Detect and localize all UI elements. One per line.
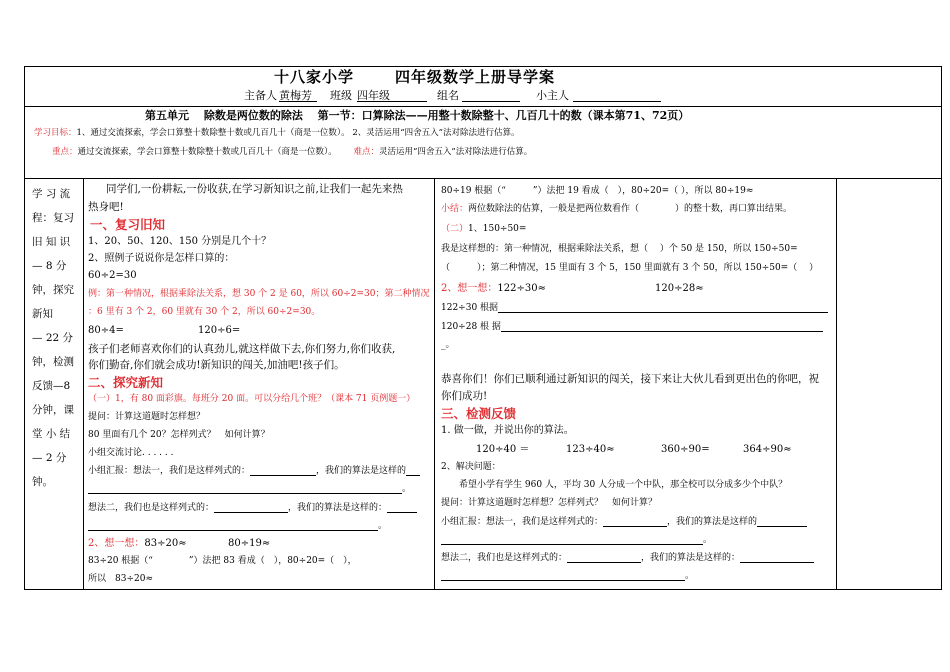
right-r6 bbox=[441, 303, 828, 313]
explore-s3: 80 里面有几个 20？怎样列式？ 如何计算？ bbox=[88, 430, 270, 440]
class-label: 班级 bbox=[330, 89, 352, 102]
owner-blank bbox=[573, 90, 661, 102]
explore-s2: 提问：计算这道题时怎样想？ bbox=[88, 412, 206, 422]
right-r8: _。 bbox=[441, 340, 455, 350]
section-explore-heading: 二、探究新知 bbox=[88, 375, 164, 390]
unit-heading: 第五单元 除数是两位数的除法 第一节：口算除法——用整十数除整十、几百几十的数（课本第71、72页） bbox=[145, 109, 690, 122]
summary-label: 小结： bbox=[441, 204, 469, 214]
check-c2c: 360÷90= bbox=[661, 444, 710, 455]
flow-line: 程：复习 bbox=[32, 212, 74, 224]
flow-line: 钟，探究 bbox=[32, 284, 74, 296]
answer-blank[interactable] bbox=[250, 466, 316, 476]
explore-s7-tail: ，我们的算法是这样的： bbox=[288, 503, 388, 513]
answer-blank[interactable] bbox=[387, 503, 417, 513]
check-c2d: 364÷90≈ bbox=[743, 444, 792, 455]
answer-blank[interactable] bbox=[441, 535, 703, 545]
practice-2: 120÷6= bbox=[198, 325, 241, 336]
flow-line: 学 习 流 bbox=[32, 188, 71, 200]
check-c1: 1. 做一做，并说出你的算法。 bbox=[441, 425, 574, 436]
think-expr-2: 80÷19≈ bbox=[228, 538, 271, 549]
intro-line-2: 热身吧! bbox=[88, 201, 124, 213]
check-c8-tail: ，我们的算法是这样的： bbox=[641, 553, 741, 563]
check-c8 bbox=[441, 553, 814, 563]
explore-s7 bbox=[88, 503, 417, 513]
right-r3: 我是这样想的：第一种情况，根据乘除法关系，想（ ）个 50 是 150，所以 150÷50= bbox=[441, 244, 798, 254]
owner-label: 小主人 bbox=[536, 89, 569, 102]
right-r1: 80÷19 根据（“ ”）法把 19 看成（ ），80÷20=（ ），所以 80÷19≈ bbox=[441, 186, 754, 196]
key-row bbox=[52, 148, 532, 157]
think-expr-1: 83÷20≈ bbox=[144, 538, 187, 549]
right-r7 bbox=[441, 322, 823, 332]
explore-s5-label: 小组汇报：想法一，我们是这样列式的： bbox=[88, 466, 251, 476]
explore-s6: 。 bbox=[88, 484, 411, 494]
review-q1: 1、20、50、120、150 分别是几个十？ bbox=[88, 236, 272, 247]
flow-line: — 22 分 bbox=[32, 332, 74, 344]
summary-text: 两位数除法的估算，一般是把两位数看作（ ）的整十数，再口算出结果。 bbox=[468, 204, 793, 214]
example-note-1: 例：第一种情况，根据乘除法关系，想 30 个 2 是 60，所以 60÷2=30；第二种情况 bbox=[88, 289, 430, 299]
right-r2 bbox=[441, 225, 526, 234]
answer-blank[interactable] bbox=[498, 303, 828, 313]
check-c6-label: 小组汇报：想法一，我们是这样列式的： bbox=[441, 517, 604, 527]
check-c7 bbox=[441, 535, 712, 545]
class-name: 四年级 bbox=[357, 90, 427, 102]
check-c8-label: 想法二，我们也是这样列式的： bbox=[441, 553, 568, 563]
key-label: 重点： bbox=[52, 147, 78, 157]
explore-s1-text: （一）1，有 80 面彩旗。每班分 20 面。可以分给几个班？（课本 71 页例题一） bbox=[88, 394, 416, 404]
congrats-line-1: 恭喜你们！你们已顺利通过新知识的闯关，接下来让大伙儿看到更出色的你吧，祝 bbox=[441, 373, 819, 385]
check-c3: 2、解决问题： bbox=[441, 462, 501, 472]
think-detail bbox=[88, 557, 357, 566]
right-r2-label: （二） bbox=[441, 224, 469, 234]
right-r4: （ ）；第二种情况，15 里面有 3 个 5，150 里面就有 3 个 50，所以 150÷50=（ ） bbox=[441, 263, 819, 273]
answer-blank[interactable] bbox=[214, 503, 288, 513]
answer-blank[interactable] bbox=[567, 553, 641, 563]
explore-s7-label: 想法二，我们也是这样列式的： bbox=[88, 503, 215, 513]
goal-label: 学习目标： bbox=[34, 128, 77, 138]
check-c6 bbox=[441, 517, 807, 527]
difficulty-text: 灵活运用“四舍五入”法对除法进行估算。 bbox=[379, 147, 533, 157]
class-value bbox=[357, 90, 427, 102]
goal-text: 1、通过交流探索，学会口算整十数除整十数或几百几十（商是一位数）。 2、灵活运用“四舍五入”法对除法进行估算。 bbox=[76, 128, 520, 138]
check-c2a: 120÷40 ＝ bbox=[476, 444, 530, 455]
explore-s5 bbox=[88, 466, 420, 476]
answer-blank[interactable] bbox=[441, 571, 685, 581]
answer-blank[interactable] bbox=[757, 517, 807, 527]
answer-blank[interactable] bbox=[406, 466, 420, 476]
answer-blank[interactable] bbox=[501, 322, 823, 332]
explore-s8: 。 bbox=[88, 521, 387, 531]
summary-row bbox=[441, 205, 792, 214]
check-c5: 提问：计算这道题时怎样想？怎样列式？ 如何计算？ bbox=[441, 498, 658, 508]
preparer-value bbox=[279, 90, 317, 102]
key-text: 通过交流探索，学会口算整十数除整十数或几百几十（商是一位数）。 bbox=[77, 147, 337, 157]
right-r2-text: 1、150÷50= bbox=[468, 224, 527, 234]
check-c2b: 123÷40≈ bbox=[566, 444, 615, 455]
col-divider-1 bbox=[83, 178, 84, 590]
flow-line: 旧 知 识 bbox=[32, 236, 71, 248]
answer-blank[interactable] bbox=[740, 553, 814, 563]
check-c9 bbox=[441, 571, 694, 581]
check-c6-tail: ，我们的算法是这样的 bbox=[667, 517, 758, 527]
row-divider-header bbox=[24, 106, 942, 107]
group-blank bbox=[462, 90, 520, 102]
flow-line: 分钟，课 bbox=[32, 404, 74, 416]
congrats-line-2: 你们成功! bbox=[441, 390, 488, 402]
answer-blank[interactable] bbox=[88, 484, 402, 494]
col-divider-3 bbox=[836, 178, 837, 590]
praise-line-1: 孩子们老师喜欢你们的认真劲儿,就这样做下去,你们努力,你们收获, bbox=[88, 343, 396, 355]
answer-blank[interactable] bbox=[603, 517, 667, 527]
answer-blank[interactable] bbox=[88, 521, 378, 531]
flow-line: 反馈—8 bbox=[32, 380, 71, 392]
right-r5-expr-1: 122÷30≈ bbox=[497, 283, 546, 294]
row-divider-objectives bbox=[24, 178, 942, 179]
difficulty-label: 难点： bbox=[353, 147, 379, 157]
think-detail-b: ”）法把 83 看成（ ），80÷20=（ ）， bbox=[188, 556, 357, 566]
think-row bbox=[88, 539, 187, 549]
explore-s1 bbox=[88, 395, 415, 404]
page-title: 四年级数学上册导学案 bbox=[395, 68, 556, 86]
check-c7-end: 。 bbox=[703, 535, 713, 545]
praise-line-2: 你们勤奋,你们就会成功!新知识的闯关,加油吧!孩子们。 bbox=[88, 359, 345, 371]
right-r5 bbox=[441, 284, 546, 294]
flow-line: — 2 分 bbox=[32, 452, 67, 464]
flow-line: — 8 分 bbox=[32, 260, 67, 272]
preparer-name: 黄梅芳 bbox=[279, 90, 317, 102]
right-r5-label: 2、想一想： bbox=[441, 283, 498, 294]
check-c9-end: 。 bbox=[685, 571, 695, 581]
explore-s5-tail: ，我们的算法是这样的 bbox=[316, 466, 407, 476]
think-result: 所以 83÷20≈ bbox=[88, 574, 153, 584]
group-label: 组名 bbox=[437, 89, 459, 102]
section-check-heading: 三、检测反馈 bbox=[441, 406, 517, 421]
goal-row bbox=[34, 129, 519, 138]
flow-line: 钟。 bbox=[32, 476, 53, 488]
right-r5-expr-2: 120÷28≈ bbox=[655, 283, 704, 294]
col-divider-2 bbox=[434, 178, 435, 590]
think-detail-a: 83÷20 根据（“ bbox=[88, 556, 153, 566]
explore-s4: 小组交流讨论. . . . . . bbox=[88, 448, 174, 458]
preparer-label: 主备人 bbox=[244, 89, 277, 102]
flow-line: 钟，检测 bbox=[32, 356, 74, 368]
school-name: 十八家小学 bbox=[274, 68, 355, 86]
review-q2: 2、照例子说说你是怎样口算的： bbox=[88, 253, 235, 264]
right-r6-text: 122÷30 根据 bbox=[441, 303, 499, 313]
flow-line: 新知 bbox=[32, 308, 53, 320]
section-review-heading: 一、复习旧知 bbox=[90, 217, 166, 232]
flow-column bbox=[32, 182, 80, 494]
intro-line-1: 同学们,一份耕耘,一份收获,在学习新知识之前,让我们一起先来热 bbox=[106, 183, 403, 195]
example-expression: 60÷2=30 bbox=[88, 270, 137, 281]
check-c4: 希望小学有学生 960 人，平均 30 人分成一个中队，那全校可以分成多少个中队？ bbox=[459, 480, 788, 490]
right-r7-text: 120÷28 根 据 bbox=[441, 322, 501, 332]
flow-line: 堂 小 结 bbox=[32, 428, 71, 440]
think-label: 2、想一想： bbox=[88, 538, 145, 549]
example-note-2: ：6 里有 3 个 2，60 里就有 30 个 2，所以 60÷2=30。 bbox=[88, 307, 321, 317]
practice-1: 80÷4= bbox=[88, 325, 124, 336]
